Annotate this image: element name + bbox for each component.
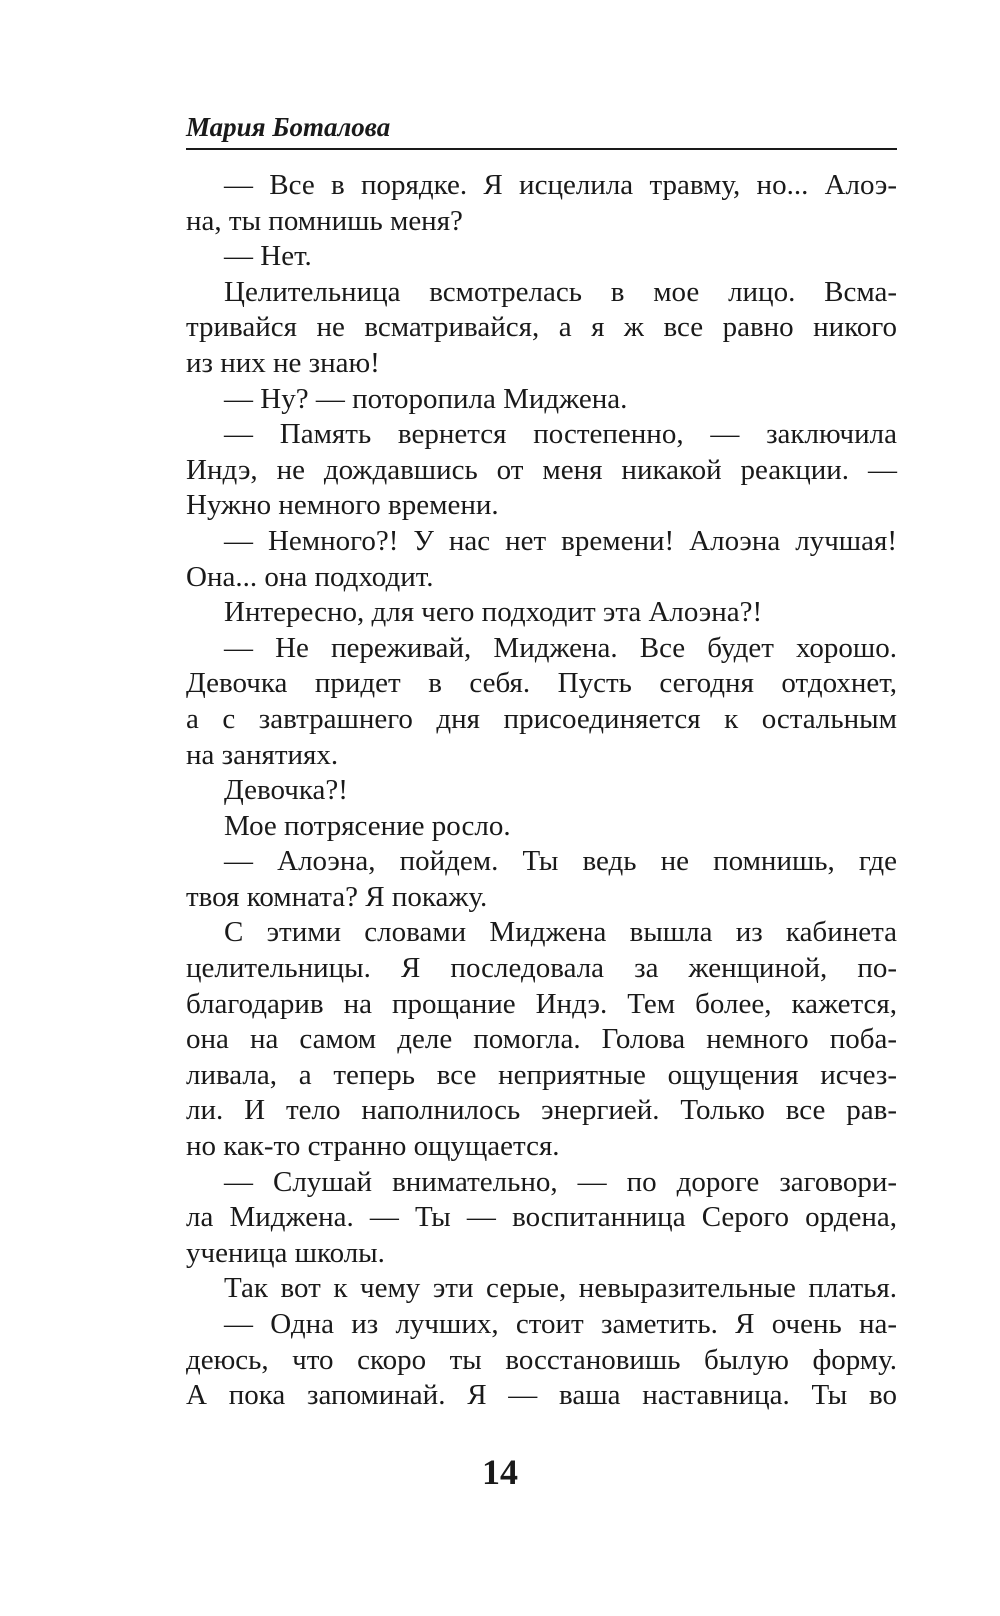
text-line: — Алоэна, пойдем. Ты ведь не помнишь, где	[224, 845, 897, 878]
text-line: — Ну? — поторопила Миджена.	[224, 382, 628, 415]
text-line: — Не переживай, Миджена. Все будет хорошо.	[224, 631, 897, 664]
text-line: С этими словами Миджена вышла из кабинета	[224, 916, 897, 949]
text-line: — Нет.	[224, 240, 312, 273]
text-line: тривайся не всматривайся, а я ж все равно никого	[186, 311, 897, 344]
text-line: Индэ, не дождавшись от меня никакой реакции. —	[186, 453, 897, 486]
text-line: Так вот к чему эти серые, невыразительные платья.	[224, 1272, 897, 1305]
text-line: — Одна из лучших, стоит заметить. Я очень на-	[224, 1308, 897, 1340]
text-line: Целительница всмотрелась в мое лицо. Всма-	[224, 275, 897, 308]
text-line: Девочка придет в себя. Пусть сегодня отдохнет,	[186, 667, 897, 700]
text-line: — Немного?! У нас нет времени! Алоэна лучшая!	[224, 524, 897, 557]
text-line: — Память вернется постепенно, — заключила	[224, 418, 897, 451]
text-line: благодарив на прощание Индэ. Тем более, кажется,	[186, 987, 897, 1020]
text-line: — Слушай внимательно, — по дороге заговори-	[224, 1165, 897, 1198]
text-line: целительницы. Я последовала за женщиной, по-	[186, 952, 897, 985]
text-line: Она... она подходит.	[186, 560, 434, 593]
text-line: ли. И тело наполнилось энергией. Только все рав-	[186, 1094, 897, 1127]
text-line: Мое потрясение росло.	[224, 809, 511, 842]
text-line: деюсь, что скоро ты восстановишь былую форму.	[186, 1343, 897, 1376]
text-line: на, ты помнишь меня?	[186, 204, 463, 237]
text-line: ученица школы.	[186, 1236, 385, 1269]
text-line: но как-то странно ощущается.	[186, 1130, 560, 1163]
text-line: из них не знаю!	[186, 346, 380, 379]
text-line: ливала, а теперь все неприятные ощущения исчез-	[186, 1058, 897, 1091]
running-header	[186, 108, 897, 150]
page-number: 14	[482, 1452, 518, 1492]
text-line: А пока запоминай. Я — ваша наставница. Ты во	[186, 1379, 897, 1412]
text-line: Девочка?!	[224, 774, 348, 807]
body-text	[186, 168, 897, 1414]
text-line: Нужно немного времени.	[186, 489, 499, 522]
text-line: Интересно, для чего подходит эта Алоэна?!	[224, 596, 763, 629]
text-line: — Все в порядке. Я исцелила травму, но... Алоэ-	[224, 169, 897, 201]
text-line: она на самом деле помогла. Голова немного поба-	[186, 1023, 897, 1056]
author-name: Мария Боталова	[186, 112, 391, 142]
text-line: твоя комната? Я покажу.	[186, 880, 488, 913]
text-line: ла Миджена. — Ты — воспитанница Серого ордена,	[186, 1201, 897, 1234]
text-line: на занятиях.	[186, 738, 339, 771]
text-line: а с завтрашнего дня присоединяется к остальным	[186, 702, 897, 735]
